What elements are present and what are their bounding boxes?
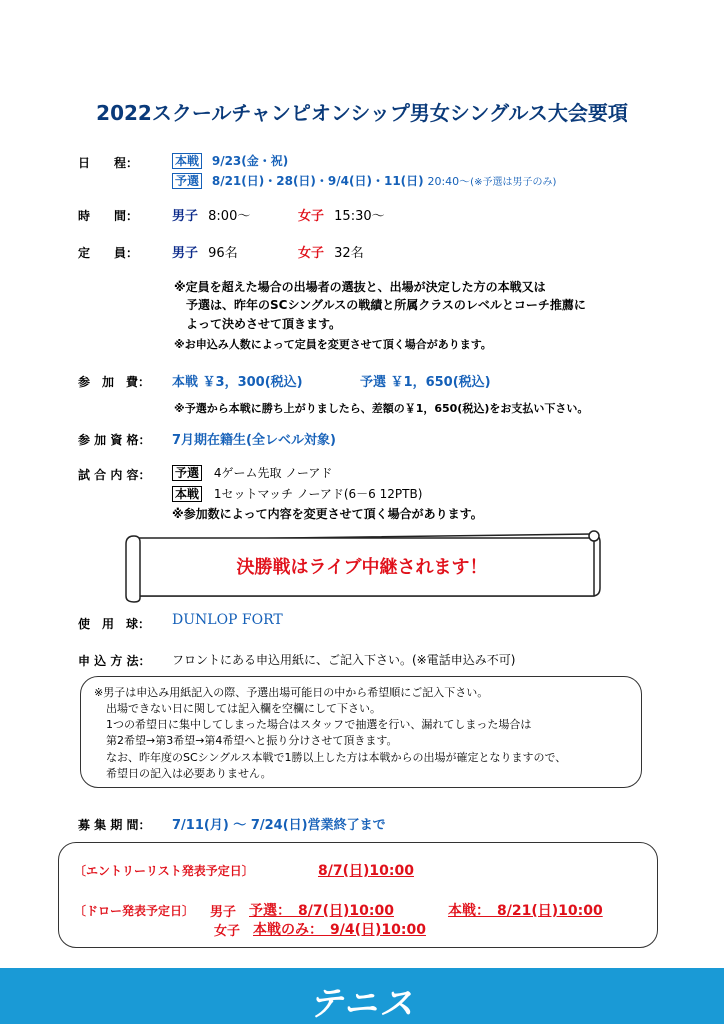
capacity-note-1: ※定員を超えた場合の出場者の選抜と、出場が決定した方の本戦又は	[174, 280, 546, 294]
pre-dates: 8/21(日)・28(日)・9/4(日)・11(日)	[211, 174, 424, 188]
capacity-note-3: よって決めさせて頂きます。	[186, 317, 342, 331]
entry-list-date: 8/7(日)10:00	[318, 863, 414, 879]
note-line-2: 出場できない日に関しては記入欄を空欄にして下さい。	[106, 702, 381, 715]
fee-main: 本戦 ￥3，300(税込)	[172, 375, 303, 390]
period-value: 7/11(月) ～ 7/24(日)営業終了まで	[172, 818, 386, 833]
capacity-note-4: ※お申込み人数によって定員を変更させて頂く場合があります。	[174, 338, 492, 351]
period-label: 募 集 期 間：	[78, 818, 151, 832]
ball-label: 使 用 球：	[78, 617, 151, 631]
format-pre-row	[172, 464, 332, 481]
note-line-6: 希望日の記入は必要ありません。	[106, 767, 272, 780]
note-line-5: なお、昨年度のSCシングルス本戦で1勝以上した方は本戦からの出場が確定となりますので、	[106, 751, 567, 764]
main-date: 9/23(金・祝)	[211, 154, 289, 168]
pre-time: 20:40～	[427, 175, 471, 188]
pre-value: 4ゲーム先取 ノーアド	[213, 466, 333, 480]
capacity-row	[172, 242, 238, 261]
live-banner: 決勝戦はライブ中継されます！	[236, 557, 488, 578]
ball-value: DUNLOP FORT	[172, 612, 283, 628]
pre-tag: 予選	[172, 173, 202, 189]
draw-women-label: 女子	[214, 924, 241, 939]
format-label: 試 合 内 容：	[78, 468, 151, 482]
format-main-row	[172, 485, 422, 502]
fee-label: 参 加 費：	[78, 375, 151, 389]
women-label: 女子	[298, 246, 325, 261]
capacity-row-women	[298, 242, 364, 261]
time-row-women	[298, 205, 385, 224]
draw-label: 〔ドロー発表予定日〕	[74, 904, 195, 918]
women-time: 15:30～	[334, 209, 385, 224]
main-tag: 本戦	[172, 486, 202, 502]
format-note: ※参加数によって内容を変更させて頂く場合があります。	[172, 507, 483, 521]
entry-list-label: 〔エントリーリスト発表予定日〕	[74, 864, 254, 878]
eligibility-value: 7月期在籍生(全レベル対象)	[172, 433, 336, 448]
note-line-4: 第2希望→第3希望→第4希望へと振り分けさせて頂きます。	[106, 734, 398, 747]
draw-women-main: 本戦のみ： 9/4(日)10:00	[253, 922, 426, 938]
main-tag: 本戦	[172, 153, 202, 169]
schedule-pre-row	[172, 172, 556, 189]
capacity-label: 定 員：	[78, 246, 139, 260]
page-title: 2022スクールチャンピオンシップ男女シングルス大会要項	[96, 101, 628, 125]
apply-label: 申 込 方 法：	[78, 654, 151, 668]
footer-bar	[0, 968, 724, 1024]
schedule-label: 日 程：	[78, 156, 139, 170]
men-time: 8:00～	[208, 209, 251, 224]
note-line-1: ※男子は申込み用紙記入の際、予選出場可能日の中から希望順にご記入下さい。	[94, 686, 489, 699]
time-row	[172, 205, 250, 224]
women-count: 32名	[334, 246, 364, 261]
pre-note: (※予選は男子のみ)	[470, 177, 557, 188]
time-label: 時 間：	[78, 209, 139, 223]
women-label: 女子	[298, 209, 325, 224]
draw-men-pre: 予選： 8/7(日)10:00	[249, 903, 394, 919]
men-label: 男子	[172, 209, 199, 224]
draw-men-label: 男子	[210, 905, 237, 920]
apply-value: フロントにある申込用紙に、ご記入下さい。(※電話申込み不可)	[172, 653, 516, 667]
main-value: 1セットマッチ ノーアド(6－6 12PTB)	[213, 487, 423, 501]
schedule-main-row	[172, 152, 288, 169]
tennis-logo: テニス	[308, 984, 416, 1024]
capacity-note-2: 予選は、昨年のSCシングルスの戦績と所属クラスのレベルとコーチ推薦に	[186, 298, 586, 312]
pre-tag: 予選	[172, 465, 202, 481]
note-line-3: 1つの希望日に集中してしまった場合はスタッフで抽選を行い、漏れてしまった場合は	[106, 718, 532, 731]
fee-note: ※予選から本戦に勝ち上がりましたら、差額の￥1，650(税込)をお支払い下さい。	[174, 402, 589, 415]
draw-men-main: 本戦： 8/21(日)10:00	[448, 903, 603, 919]
eligibility-label: 参 加 資 格：	[78, 433, 151, 447]
fee-pre: 予選 ￥1，650(税込)	[360, 375, 491, 390]
men-label: 男子	[172, 246, 199, 261]
men-count: 96名	[208, 246, 238, 261]
